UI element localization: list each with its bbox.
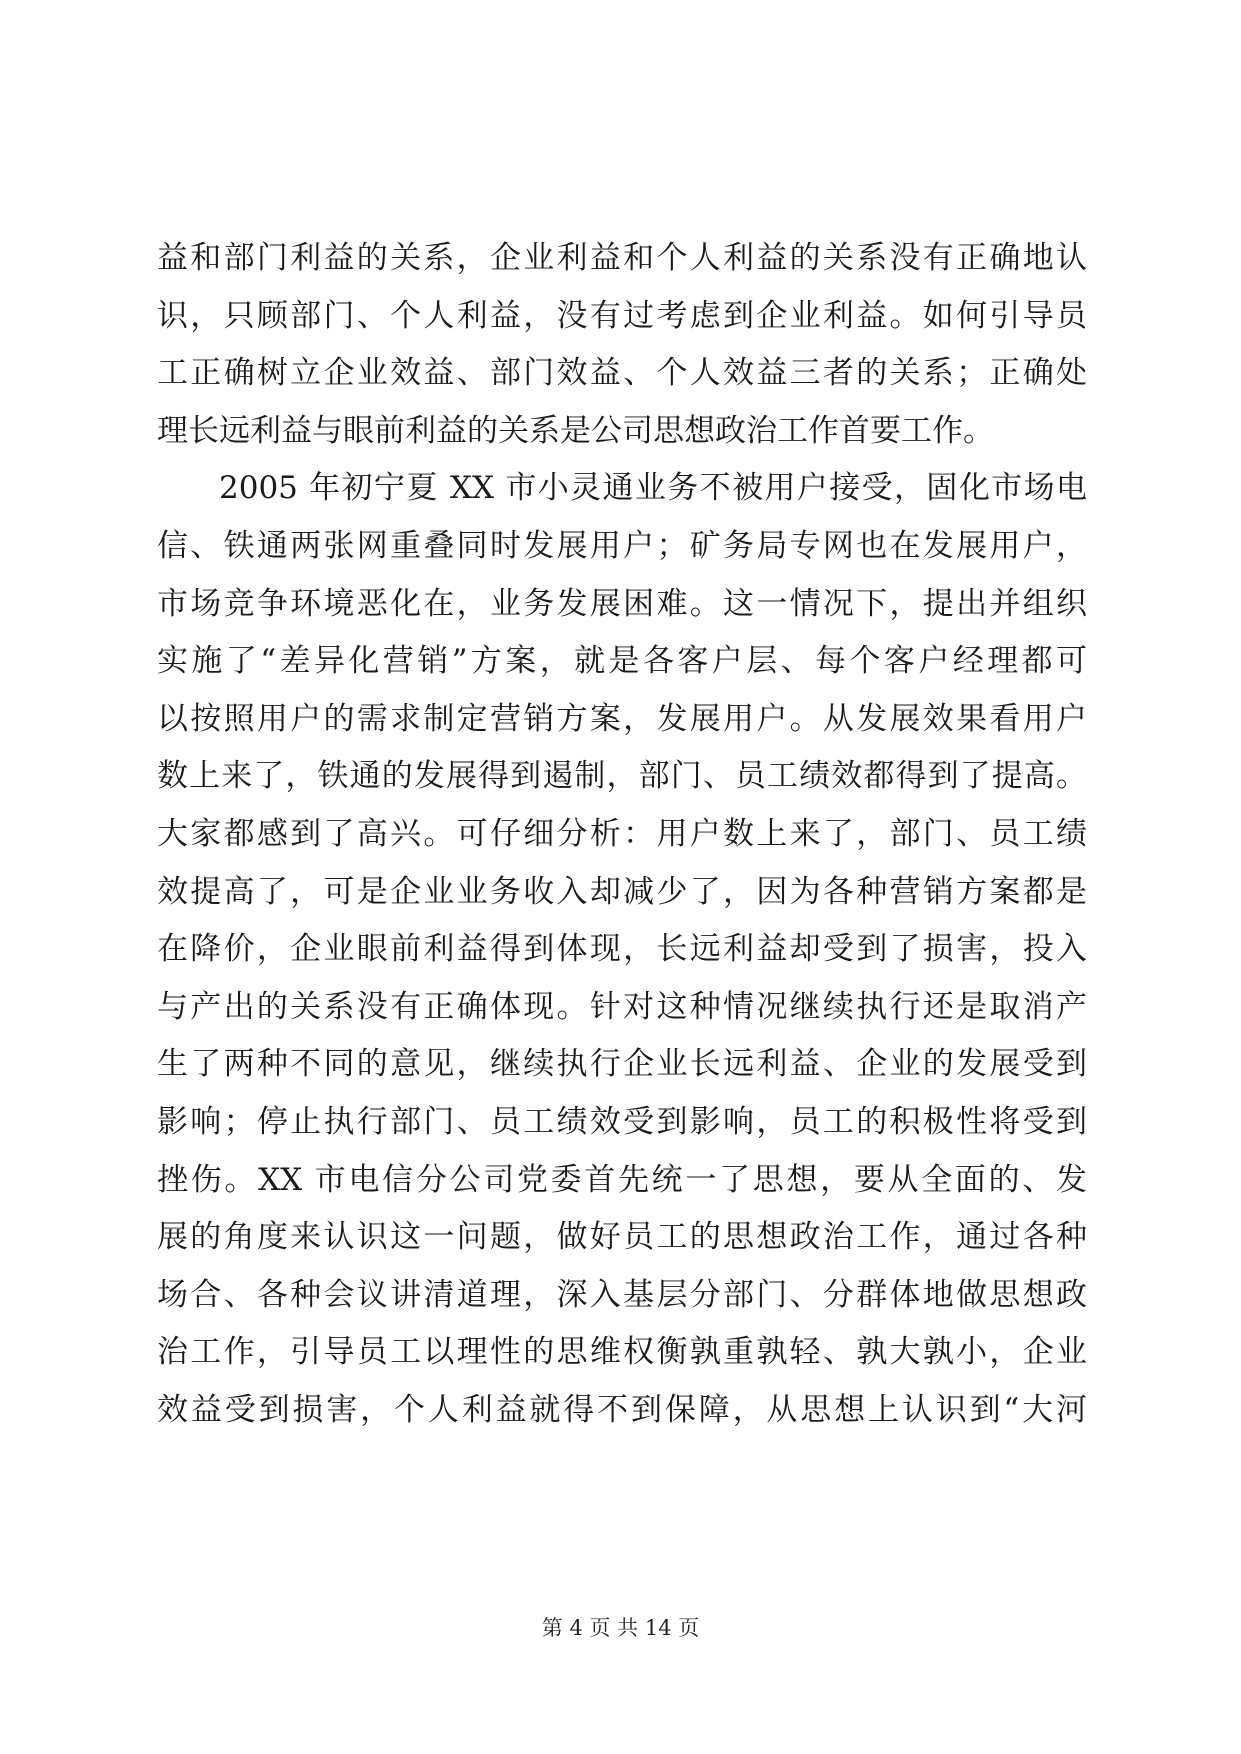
text-line: 实施了“差异化营销”方案，就是各客户层、每个客户经理都可 [157, 643, 1087, 680]
text-line: 与产出的关系没有正确体现。针对这种情况继续执行还是取消产 [157, 988, 1087, 1025]
text-line: 挫伤。XX 市电信分公司党委首先统一了思想，要从全面的、发 [157, 1161, 1087, 1198]
text-line: 在降价，企业眼前利益得到体现，长远利益却受到了损害，投入 [157, 931, 1087, 968]
text-line: 展的角度来认识这一问题，做好员工的思想政治工作，通过各种 [157, 1219, 1087, 1256]
text-line: 理长远利益与眼前利益的关系是公司思想政治工作首要工作。 [157, 412, 994, 449]
text-line: 识，只顾部门、个人利益，没有过考虑到企业利益。如何引导员 [157, 297, 1087, 334]
text-line: 信、铁通两张网重叠同时发展用户；矿务局专网也在发展用户， [157, 527, 1087, 564]
text-line: 效益受到损害，个人利益就得不到保障，从思想上认识到“大河 [157, 1391, 1087, 1428]
text-line: 效提高了，可是企业业务收入却减少了，因为各种营销方案都是 [157, 873, 1087, 910]
text-line: 益和部门利益的关系，企业利益和个人利益的关系没有正确地认 [157, 240, 1087, 276]
text-line: 影响；停止执行部门、员工绩效受到影响，员工的积极性将受到 [157, 1103, 1087, 1140]
page-footer [0, 1612, 1241, 1642]
text-line: 场合、各种会议讲清道理，深入基层分部门、分群体地做思想政 [157, 1276, 1087, 1313]
text-line: 工正确树立企业效益、部门效益、个人效益三者的关系；正确处 [157, 355, 1087, 392]
text-line: 大家都感到了高兴。可仔细分析：用户数上来了，部门、员工绩 [157, 815, 1087, 852]
body-text [157, 230, 1087, 1439]
text-line: 治工作，引导员工以理性的思维权衡孰重孰轻、孰大孰小，企业 [157, 1334, 1087, 1371]
text-line: 市场竞争环境恶化在，业务发展困难。这一情况下，提出并组织 [157, 585, 1087, 622]
paragraph-first-line: 2005 年初宁夏 XX 市小灵通业务不被用户接受，固化市场电 [219, 470, 1087, 507]
text-line: 数上来了，铁通的发展得到遏制，部门、员工绩效都得到了提高。 [157, 758, 1087, 795]
text-line: 生了两种不同的意见，继续执行企业长远利益、企业的发展受到 [157, 1046, 1087, 1083]
text-line: 以按照用户的需求制定营销方案，发展用户。从发展效果看用户 [157, 700, 1087, 737]
page-number-label: 第 4 页 共 14 页 [541, 1616, 700, 1640]
